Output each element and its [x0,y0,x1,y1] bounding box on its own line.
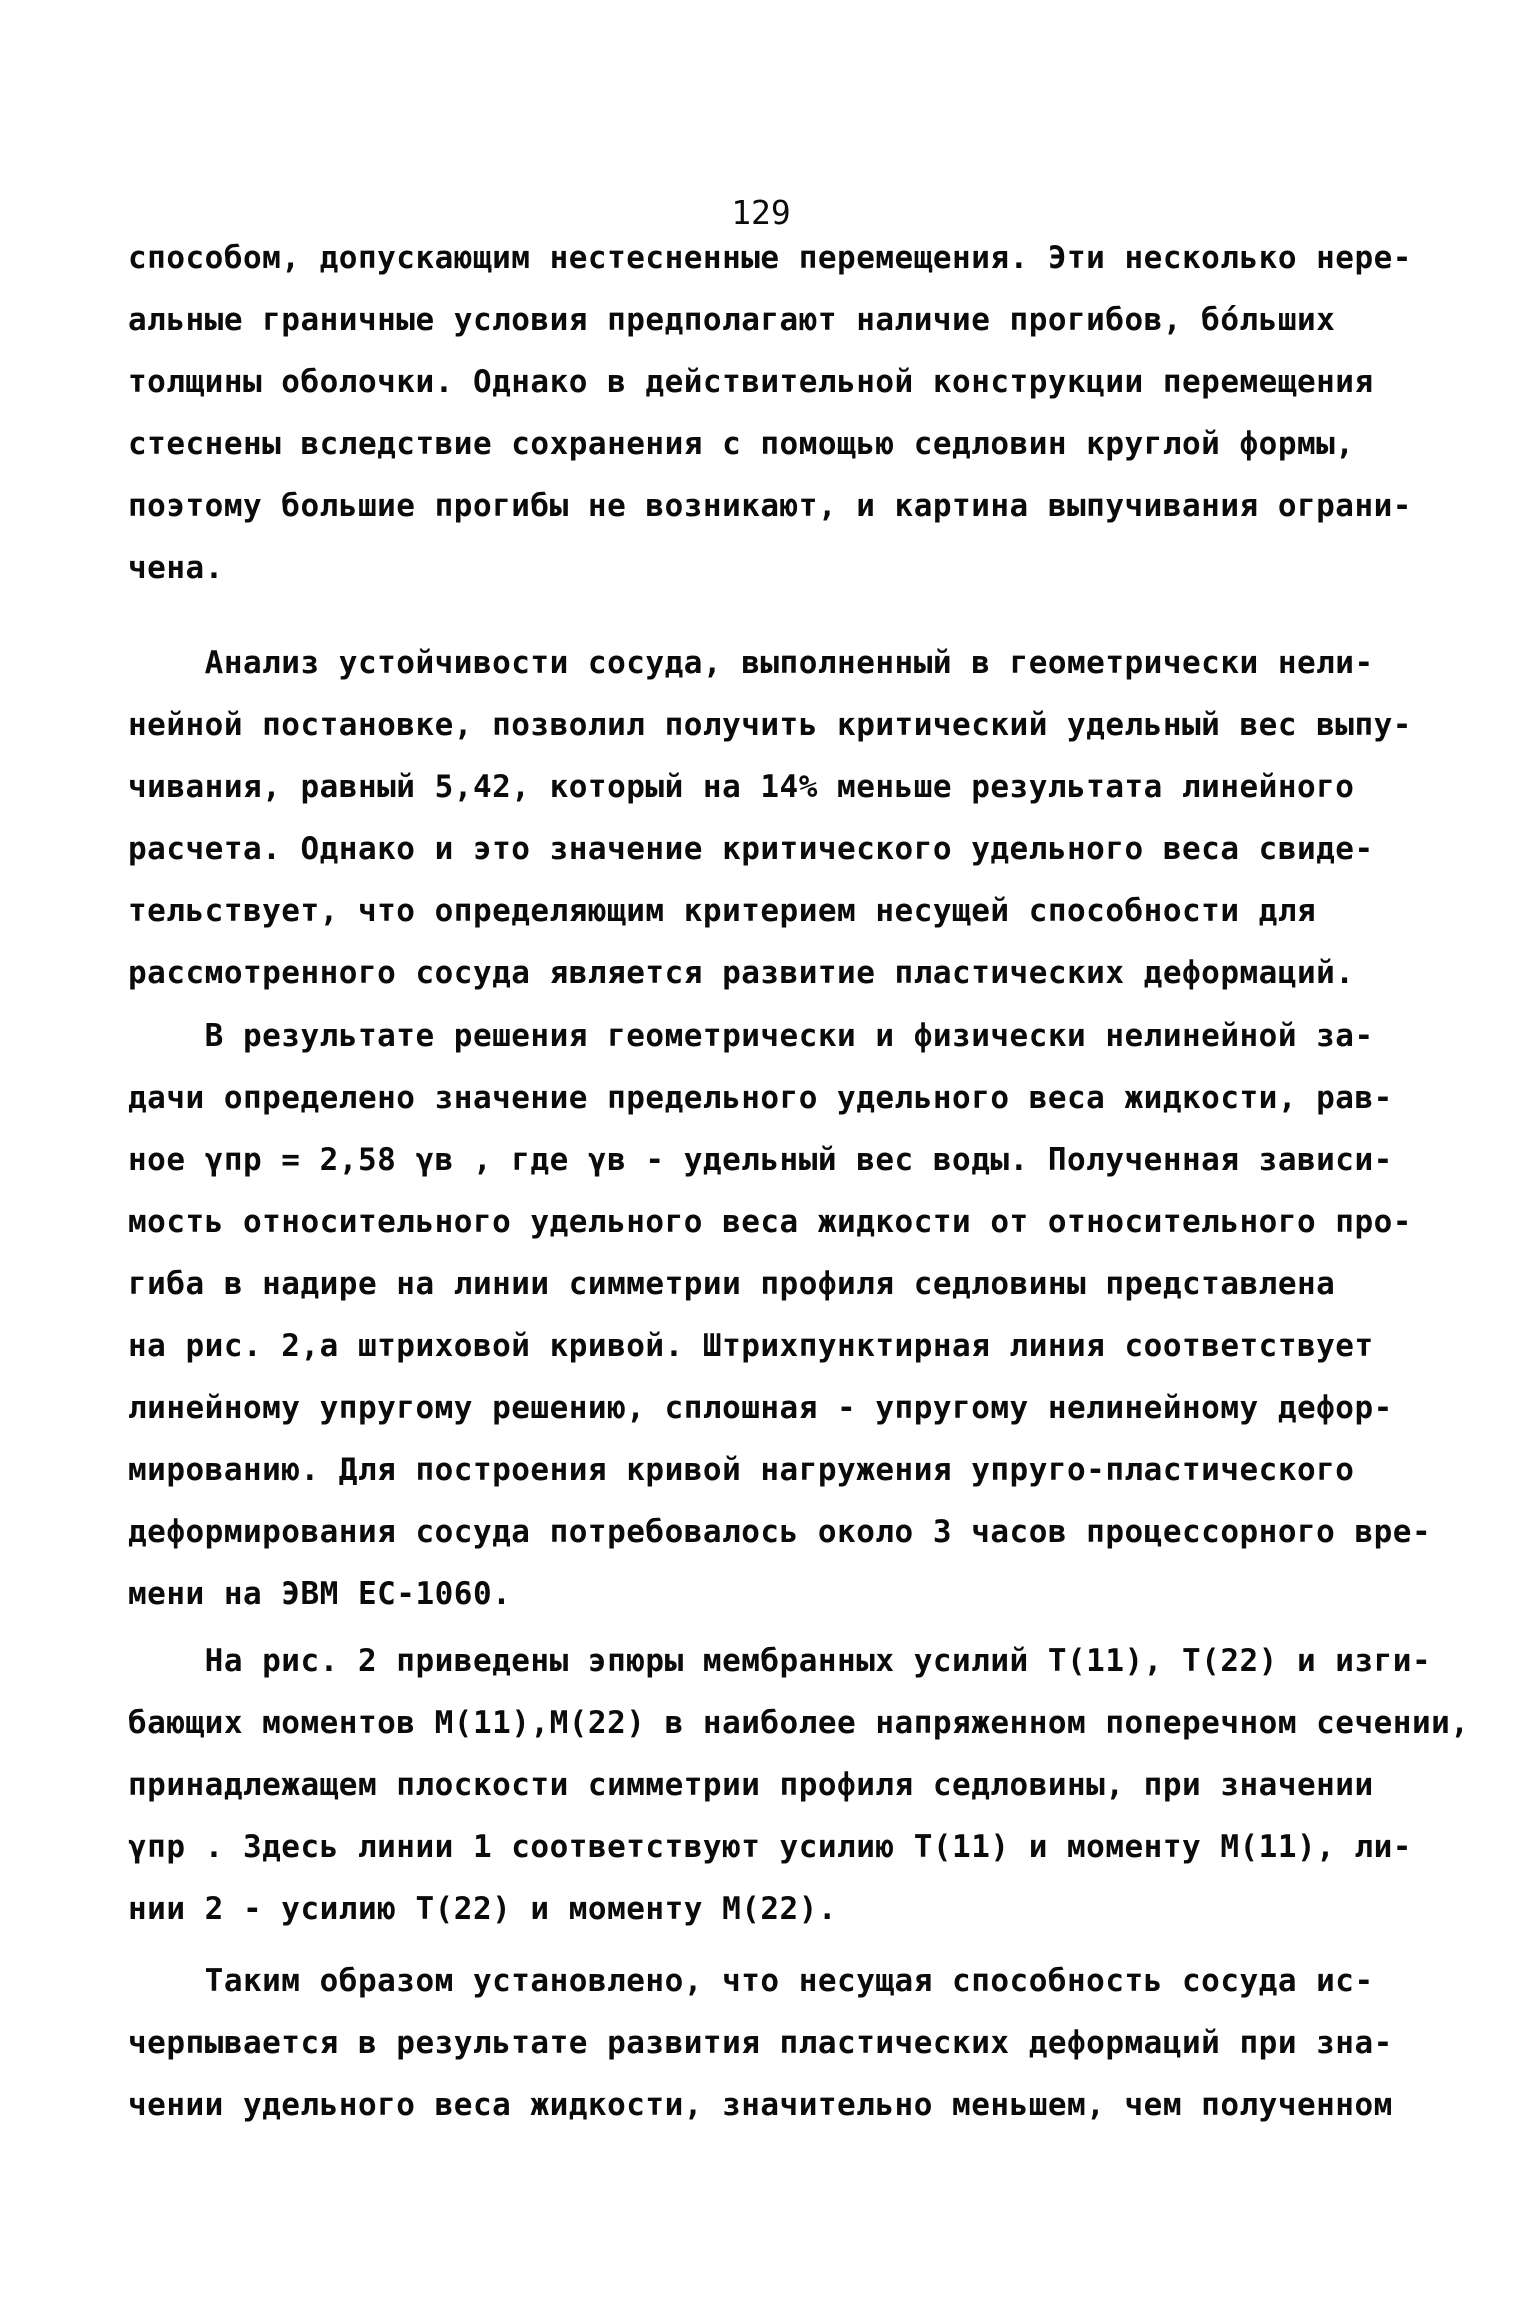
text-line: Таким образом установлено, что несущая способность сосуда ис- [128,1963,1374,1999]
text-line: расчета. Однако и это значение критического удельного веса свиде- [128,831,1374,867]
text-line: деформирования сосуда потребовалось около 3 часов процессорного вре- [128,1514,1432,1550]
text-line: на рис. 2,а штриховой кривой. Штрихпунктирная линия соответствует [128,1328,1374,1364]
text-line: Анализ устойчивости сосуда, выполненный в геометрически нели- [128,645,1374,681]
page-number: 129 [731,193,791,232]
text-line: мированию. Для построения кривой нагружения упруго-пластического [128,1452,1355,1488]
text-line: чена. [128,550,224,586]
text-line: На рис. 2 приведены эпюры мембранных усилий T(11), T(22) и изги- [128,1643,1432,1679]
text-line: нейной постановке, позволил получить критический удельный вес выпу- [128,707,1412,743]
text-line: нии 2 - усилию T(22) и моменту M(22). [128,1891,838,1927]
paragraph-3 [128,1005,1432,1625]
paragraph-5 [128,1950,1418,2136]
paragraph-4 [128,1630,1470,1940]
text-line: альные граничные условия предполагают наличие прогибов, бóльших [128,302,1336,338]
text-line: толщины оболочки. Однако в действительной конструкции перемещения [128,364,1374,400]
paragraph-1 [128,227,1418,599]
text-line: В результате решения геометрически и физически нелинейной за- [128,1018,1374,1054]
text-line: дачи определено значение предельного удельного веса жидкости, рав- [128,1080,1393,1116]
paragraph-2 [128,632,1418,1004]
text-line: бающих моментов M(11),M(22) в наиболее напряженном поперечном сечении, [128,1705,1470,1741]
text-line: мость относительного удельного веса жидкости от относительного про- [128,1204,1412,1240]
text-line: линейному упругому решению, сплошная - упругому нелинейному дефор- [128,1390,1393,1426]
text-line: принадлежащем плоскости симметрии профиля седловины, при значении [128,1767,1374,1803]
text-line: рассмотренного сосуда является развитие пластических деформаций. [128,955,1355,991]
text-line: ное γпр = 2,58 γв , где γв - удельный вес воды. Полученная зависи- [128,1142,1393,1178]
text-line: γпр . Здесь линии 1 соответствуют усилию T(11) и моменту M(11), ли- [128,1829,1412,1865]
text-line: чении удельного веса жидкости, значительно меньшем, чем полученном [128,2087,1393,2123]
text-line: стеснены вследствие сохранения с помощью седловин круглой формы, [128,426,1355,462]
text-line: поэтому большие прогибы не возникают, и картина выпучивания ограни- [128,488,1412,524]
text-line: гиба в надире на линии симметрии профиля седловины представлена [128,1266,1336,1302]
text-line: способом, допускающим нестесненные перемещения. Эти несколько нере- [128,240,1412,276]
text-line: мени на ЭВМ ЕС-1060. [128,1576,512,1612]
text-line: черпывается в результате развития пластических деформаций при зна- [128,2025,1393,2061]
text-line: тельствует, что определяющим критерием несущей способности для [128,893,1317,929]
text-line: чивания, равный 5,42, который на 14% меньше результата линейного [128,769,1355,805]
